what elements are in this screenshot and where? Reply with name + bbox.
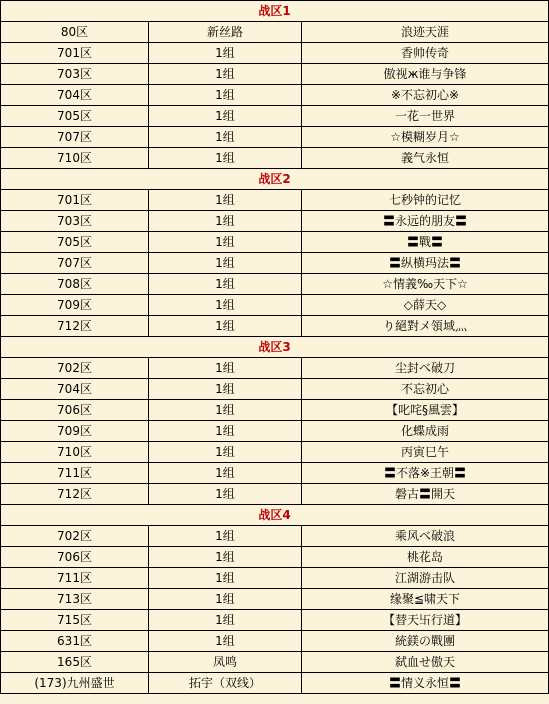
server-cell: 704区 — [1, 379, 149, 400]
guild-name-cell: 傲视ж谁与争锋 — [302, 64, 549, 85]
table-row — [1, 631, 549, 652]
guild-name-cell: 〓不落※王朝〓 — [302, 463, 549, 484]
section-title: 战区1 — [1, 1, 549, 22]
table-row — [1, 106, 549, 127]
server-cell: 702区 — [1, 358, 149, 379]
group-cell: 1组 — [149, 148, 302, 169]
group-cell: 1组 — [149, 106, 302, 127]
section-title: 战区4 — [1, 505, 549, 526]
table-row — [1, 442, 549, 463]
guild-name-cell: 缘聚≦啸天下 — [302, 589, 549, 610]
table-row — [1, 547, 549, 568]
group-cell: 1组 — [149, 190, 302, 211]
table-row — [1, 379, 549, 400]
section-header-row — [1, 169, 549, 190]
guild-name-cell: ☆情義‰天下☆ — [302, 274, 549, 295]
server-cell: 707区 — [1, 253, 149, 274]
guild-name-cell: ☆模糊岁月☆ — [302, 127, 549, 148]
table-row — [1, 400, 549, 421]
guild-name-cell: 江湖游击队 — [302, 568, 549, 589]
group-cell: 凤鸣 — [149, 652, 302, 673]
table-row — [1, 22, 549, 43]
table-row — [1, 43, 549, 64]
table-row — [1, 589, 549, 610]
server-cell: 705区 — [1, 232, 149, 253]
guild-name-cell: 尘封べ破刀 — [302, 358, 549, 379]
table-row — [1, 316, 549, 337]
group-cell: 1组 — [149, 295, 302, 316]
war-zone-table-body — [1, 1, 549, 694]
group-cell: 1组 — [149, 547, 302, 568]
server-cell: (173)九州盛世 — [1, 673, 149, 694]
server-cell: 708区 — [1, 274, 149, 295]
guild-name-cell: 乘风べ破浪 — [302, 526, 549, 547]
server-cell: 705区 — [1, 106, 149, 127]
table-row — [1, 568, 549, 589]
group-cell: 拓宇（双线） — [149, 673, 302, 694]
guild-name-cell: 〓永远的朋友〓 — [302, 211, 549, 232]
group-cell: 1组 — [149, 568, 302, 589]
group-cell: 1组 — [149, 379, 302, 400]
group-cell: 1组 — [149, 463, 302, 484]
section-header-row — [1, 337, 549, 358]
guild-name-cell: 化蝶成雨 — [302, 421, 549, 442]
guild-name-cell: 〓戰〓 — [302, 232, 549, 253]
server-cell: 701区 — [1, 43, 149, 64]
section-header-row — [1, 1, 549, 22]
table-row — [1, 253, 549, 274]
group-cell: 1组 — [149, 442, 302, 463]
table-row — [1, 526, 549, 547]
table-row — [1, 673, 549, 694]
group-cell: 1组 — [149, 631, 302, 652]
group-cell: 1组 — [149, 316, 302, 337]
guild-name-cell: 七秒钟的记忆 — [302, 190, 549, 211]
guild-name-cell: り絕對メ領域灬 — [302, 316, 549, 337]
server-cell: 702区 — [1, 526, 149, 547]
table-row — [1, 358, 549, 379]
group-cell: 1组 — [149, 43, 302, 64]
guild-name-cell: 磐古〓開天 — [302, 484, 549, 505]
table-row — [1, 274, 549, 295]
table-row — [1, 64, 549, 85]
guild-name-cell: 【替天卐行道】 — [302, 610, 549, 631]
group-cell: 1组 — [149, 64, 302, 85]
table-row — [1, 610, 549, 631]
guild-name-cell: 弑血せ傲天 — [302, 652, 549, 673]
group-cell: 1组 — [149, 421, 302, 442]
guild-name-cell: 桃花岛 — [302, 547, 549, 568]
server-cell: 709区 — [1, 295, 149, 316]
table-row — [1, 127, 549, 148]
guild-name-cell: 浪迹天涯 — [302, 22, 549, 43]
guild-name-cell: 統鎂の戰團 — [302, 631, 549, 652]
guild-name-cell: ◇薛天◇ — [302, 295, 549, 316]
guild-name-cell: 一花一世界 — [302, 106, 549, 127]
guild-name-cell: 【叱咤§風雲】 — [302, 400, 549, 421]
group-cell: 1组 — [149, 484, 302, 505]
server-cell: 710区 — [1, 148, 149, 169]
table-row — [1, 190, 549, 211]
guild-name-cell: 〓纵横玛法〓 — [302, 253, 549, 274]
group-cell: 1组 — [149, 232, 302, 253]
table-row — [1, 295, 549, 316]
server-cell: 80区 — [1, 22, 149, 43]
table-row — [1, 652, 549, 673]
guild-name-cell: 丙寅巳午 — [302, 442, 549, 463]
server-cell: 701区 — [1, 190, 149, 211]
server-cell: 712区 — [1, 484, 149, 505]
guild-name-cell: 香帅传奇 — [302, 43, 549, 64]
guild-name-cell: 不忘初心 — [302, 379, 549, 400]
table-row — [1, 421, 549, 442]
group-cell: 1组 — [149, 253, 302, 274]
server-cell: 715区 — [1, 610, 149, 631]
server-cell: 703区 — [1, 64, 149, 85]
server-cell: 709区 — [1, 421, 149, 442]
section-title: 战区3 — [1, 337, 549, 358]
table-row — [1, 484, 549, 505]
table-row — [1, 211, 549, 232]
group-cell: 1组 — [149, 358, 302, 379]
section-title: 战区2 — [1, 169, 549, 190]
table-row — [1, 148, 549, 169]
server-cell: 710区 — [1, 442, 149, 463]
server-cell: 165区 — [1, 652, 149, 673]
group-cell: 1组 — [149, 127, 302, 148]
server-cell: 706区 — [1, 400, 149, 421]
guild-name-cell: 義气永恒 — [302, 148, 549, 169]
server-cell: 713区 — [1, 589, 149, 610]
server-cell: 631区 — [1, 631, 149, 652]
group-cell: 1组 — [149, 211, 302, 232]
group-cell: 1组 — [149, 85, 302, 106]
server-cell: 711区 — [1, 568, 149, 589]
group-cell: 1组 — [149, 274, 302, 295]
server-cell: 711区 — [1, 463, 149, 484]
table-row — [1, 85, 549, 106]
group-cell: 新丝路 — [149, 22, 302, 43]
server-cell: 704区 — [1, 85, 149, 106]
guild-name-cell: 〓情义永恒〓 — [302, 673, 549, 694]
guild-name-cell: ※不忘初心※ — [302, 85, 549, 106]
group-cell: 1组 — [149, 589, 302, 610]
table-row — [1, 232, 549, 253]
group-cell: 1组 — [149, 610, 302, 631]
group-cell: 1组 — [149, 526, 302, 547]
group-cell: 1组 — [149, 400, 302, 421]
table-row — [1, 463, 549, 484]
server-cell: 712区 — [1, 316, 149, 337]
server-cell: 703区 — [1, 211, 149, 232]
server-cell: 706区 — [1, 547, 149, 568]
section-header-row — [1, 505, 549, 526]
server-cell: 707区 — [1, 127, 149, 148]
